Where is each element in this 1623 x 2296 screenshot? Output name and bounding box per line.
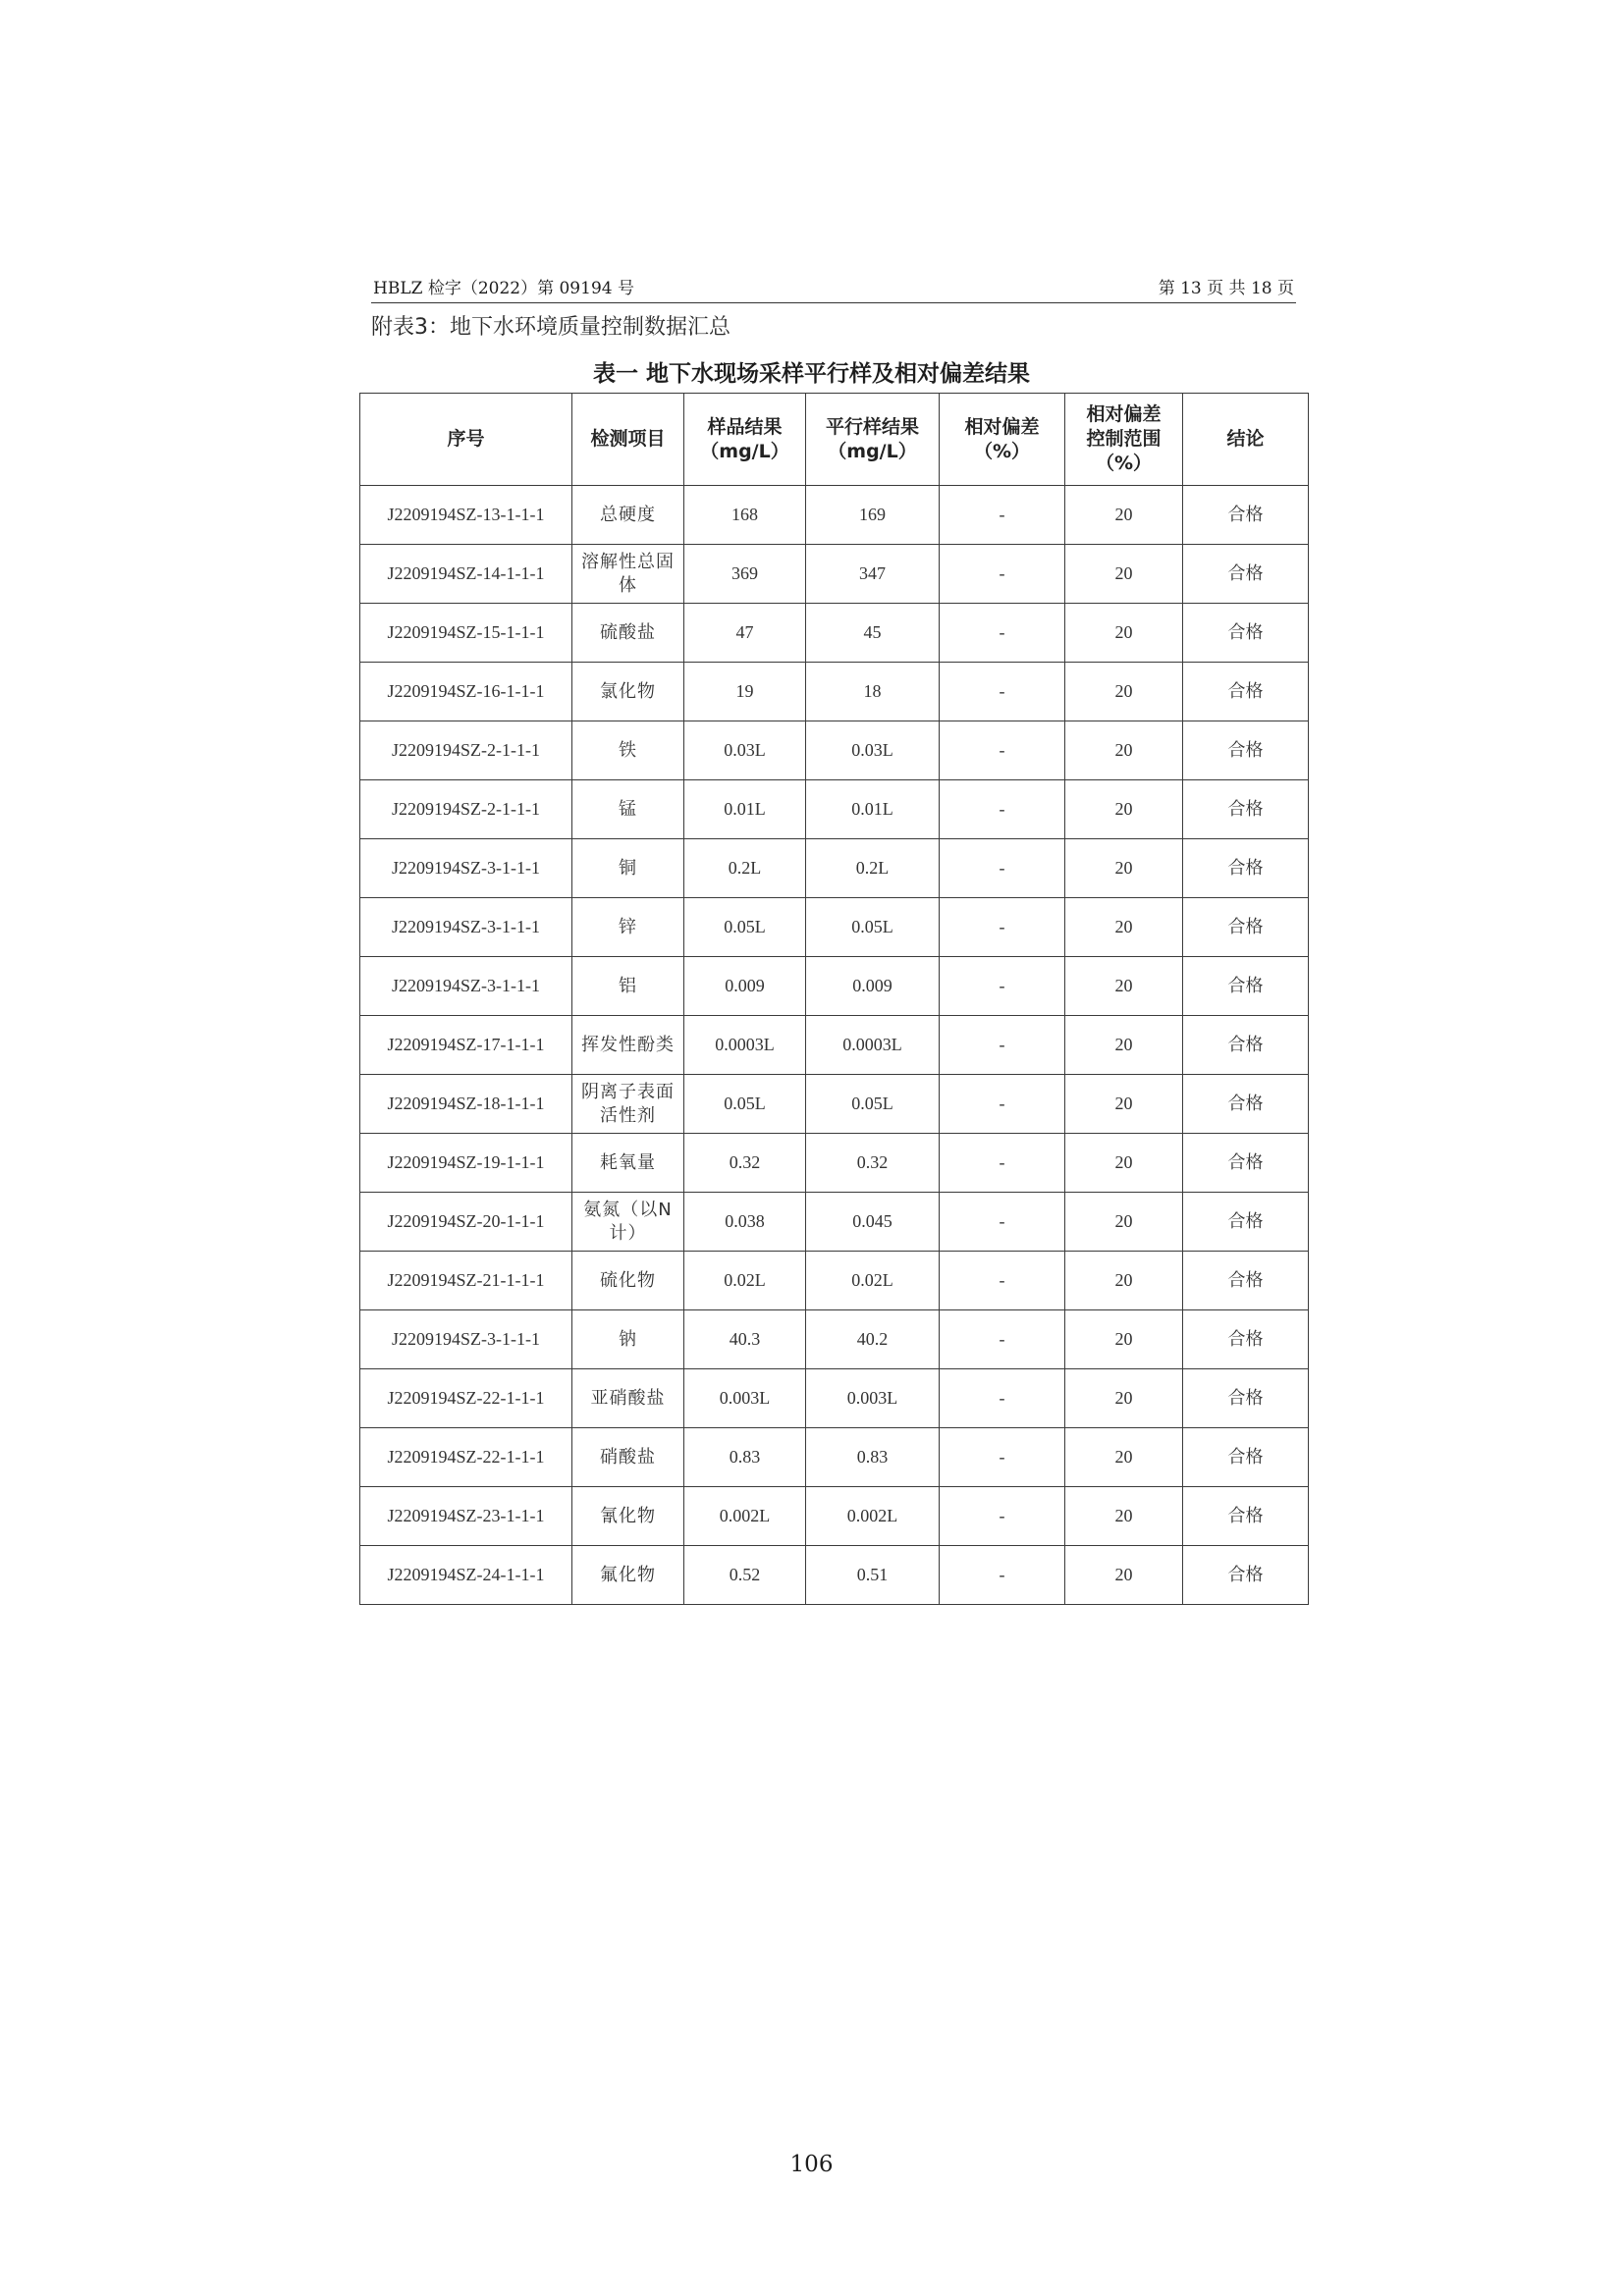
sample-result-cell: 19 <box>684 663 806 721</box>
parallel-result-cell: 0.045 <box>806 1193 940 1252</box>
col-relative-deviation-header: 相对偏差 （%） <box>940 394 1065 486</box>
sample-result-cell: 168 <box>684 486 806 545</box>
sample-id-cell: J2209194SZ-16-1-1-1 <box>360 663 572 721</box>
control-range-cell: 20 <box>1065 839 1183 898</box>
conclusion-cell: 合格 <box>1183 780 1309 839</box>
sample-id-cell: J2209194SZ-20-1-1-1 <box>360 1193 572 1252</box>
control-range-cell: 20 <box>1065 1193 1183 1252</box>
table-row <box>360 1193 1309 1252</box>
conclusion-cell: 合格 <box>1183 1193 1309 1252</box>
control-range-cell: 20 <box>1065 780 1183 839</box>
control-range-cell: 20 <box>1065 721 1183 780</box>
control-range-cell: 20 <box>1065 1134 1183 1193</box>
conclusion-cell: 合格 <box>1183 1369 1309 1428</box>
sample-id-cell: J2209194SZ-23-1-1-1 <box>360 1487 572 1546</box>
sample-id-cell: J2209194SZ-21-1-1-1 <box>360 1252 572 1310</box>
sample-id-cell: J2209194SZ-24-1-1-1 <box>360 1546 572 1605</box>
relative-deviation-cell: - <box>940 663 1065 721</box>
relative-deviation-cell: - <box>940 1546 1065 1605</box>
relative-deviation-cell: - <box>940 1075 1065 1134</box>
table-row <box>360 1075 1309 1134</box>
parallel-result-cell: 0.05L <box>806 1075 940 1134</box>
control-range-cell: 20 <box>1065 663 1183 721</box>
test-item-cell: 钠 <box>572 1310 684 1369</box>
report-number: HBLZ 检字（2022）第 09194 号 <box>373 279 634 298</box>
test-item-cell: 氯化物 <box>572 663 684 721</box>
parallel-result-cell: 0.009 <box>806 957 940 1016</box>
parallel-result-cell: 347 <box>806 545 940 604</box>
control-range-cell: 20 <box>1065 486 1183 545</box>
test-item-cell: 硝酸盐 <box>572 1428 684 1487</box>
control-range-cell: 20 <box>1065 1016 1183 1075</box>
table-row <box>360 1428 1309 1487</box>
relative-deviation-cell: - <box>940 486 1065 545</box>
sample-result-cell: 0.32 <box>684 1134 806 1193</box>
test-item-cell: 总硬度 <box>572 486 684 545</box>
sample-id-cell: J2209194SZ-19-1-1-1 <box>360 1134 572 1193</box>
test-item-cell: 溶解性总固体 <box>572 545 684 604</box>
table-body <box>360 486 1309 1605</box>
conclusion-cell: 合格 <box>1183 1428 1309 1487</box>
test-item-cell: 耗氧量 <box>572 1134 684 1193</box>
sample-result-cell: 369 <box>684 545 806 604</box>
control-range-cell: 20 <box>1065 1546 1183 1605</box>
conclusion-cell: 合格 <box>1183 486 1309 545</box>
conclusion-cell: 合格 <box>1183 545 1309 604</box>
table-row <box>360 1310 1309 1369</box>
sample-result-cell: 0.02L <box>684 1252 806 1310</box>
control-range-cell: 20 <box>1065 1075 1183 1134</box>
table-row <box>360 1369 1309 1428</box>
test-item-cell: 挥发性酚类 <box>572 1016 684 1075</box>
conclusion-cell: 合格 <box>1183 1075 1309 1134</box>
relative-deviation-cell: - <box>940 957 1065 1016</box>
parallel-result-cell: 0.51 <box>806 1546 940 1605</box>
page-header <box>371 275 1296 303</box>
sample-result-cell: 0.05L <box>684 1075 806 1134</box>
conclusion-cell: 合格 <box>1183 1252 1309 1310</box>
sample-result-cell: 0.05L <box>684 898 806 957</box>
sample-result-cell: 0.52 <box>684 1546 806 1605</box>
control-range-cell: 20 <box>1065 1369 1183 1428</box>
table-title: 表一 地下水现场采样平行样及相对偏差结果 <box>592 361 1030 387</box>
test-item-cell: 锌 <box>572 898 684 957</box>
sample-result-cell: 0.03L <box>684 721 806 780</box>
sample-id-cell: J2209194SZ-18-1-1-1 <box>360 1075 572 1134</box>
conclusion-cell: 合格 <box>1183 957 1309 1016</box>
parallel-result-cell: 0.01L <box>806 780 940 839</box>
qc-table <box>359 393 1309 1605</box>
parallel-result-cell: 0.2L <box>806 839 940 898</box>
test-item-cell: 锰 <box>572 780 684 839</box>
test-item-cell: 硫酸盐 <box>572 604 684 663</box>
conclusion-cell: 合格 <box>1183 898 1309 957</box>
sample-id-cell: J2209194SZ-3-1-1-1 <box>360 957 572 1016</box>
relative-deviation-cell: - <box>940 1428 1065 1487</box>
table-row <box>360 1134 1309 1193</box>
sample-id-cell: J2209194SZ-14-1-1-1 <box>360 545 572 604</box>
parallel-result-cell: 0.002L <box>806 1487 940 1546</box>
col-conclusion-header: 结论 <box>1183 394 1309 486</box>
table-row <box>360 957 1309 1016</box>
control-range-cell: 20 <box>1065 957 1183 1016</box>
sample-result-cell: 0.83 <box>684 1428 806 1487</box>
table-row <box>360 898 1309 957</box>
sample-id-cell: J2209194SZ-3-1-1-1 <box>360 1310 572 1369</box>
sample-id-cell: J2209194SZ-17-1-1-1 <box>360 1016 572 1075</box>
parallel-result-cell: 0.32 <box>806 1134 940 1193</box>
parallel-result-cell: 0.03L <box>806 721 940 780</box>
sample-id-cell: J2209194SZ-22-1-1-1 <box>360 1369 572 1428</box>
table-row <box>360 839 1309 898</box>
sample-result-cell: 0.009 <box>684 957 806 1016</box>
sample-result-cell: 47 <box>684 604 806 663</box>
test-item-cell: 氨氮（以N计） <box>572 1193 684 1252</box>
relative-deviation-cell: - <box>940 545 1065 604</box>
conclusion-cell: 合格 <box>1183 604 1309 663</box>
sample-id-cell: J2209194SZ-2-1-1-1 <box>360 780 572 839</box>
control-range-cell: 20 <box>1065 898 1183 957</box>
table-row <box>360 545 1309 604</box>
test-item-cell: 硫化物 <box>572 1252 684 1310</box>
parallel-result-cell: 0.003L <box>806 1369 940 1428</box>
conclusion-cell: 合格 <box>1183 1487 1309 1546</box>
control-range-cell: 20 <box>1065 545 1183 604</box>
conclusion-cell: 合格 <box>1183 1546 1309 1605</box>
appendix-title: 附表3：地下水环境质量控制数据汇总 <box>371 315 730 340</box>
test-item-cell: 亚硝酸盐 <box>572 1369 684 1428</box>
sample-result-cell: 0.01L <box>684 780 806 839</box>
page-info: 第 13 页 共 18 页 <box>1158 279 1294 298</box>
col-sample-id-header: 序号 <box>360 394 572 486</box>
conclusion-cell: 合格 <box>1183 1016 1309 1075</box>
table-row <box>360 1252 1309 1310</box>
test-item-cell: 铝 <box>572 957 684 1016</box>
relative-deviation-cell: - <box>940 1134 1065 1193</box>
table-row <box>360 1016 1309 1075</box>
table-row <box>360 1487 1309 1546</box>
sample-id-cell: J2209194SZ-2-1-1-1 <box>360 721 572 780</box>
relative-deviation-cell: - <box>940 898 1065 957</box>
parallel-result-cell: 45 <box>806 604 940 663</box>
sample-result-cell: 0.2L <box>684 839 806 898</box>
relative-deviation-cell: - <box>940 1310 1065 1369</box>
conclusion-cell: 合格 <box>1183 1310 1309 1369</box>
sample-id-cell: J2209194SZ-3-1-1-1 <box>360 839 572 898</box>
relative-deviation-cell: - <box>940 839 1065 898</box>
sample-id-cell: J2209194SZ-22-1-1-1 <box>360 1428 572 1487</box>
conclusion-cell: 合格 <box>1183 1134 1309 1193</box>
conclusion-cell: 合格 <box>1183 839 1309 898</box>
table-row <box>360 721 1309 780</box>
sample-result-cell: 40.3 <box>684 1310 806 1369</box>
test-item-cell: 铁 <box>572 721 684 780</box>
control-range-cell: 20 <box>1065 604 1183 663</box>
sample-result-cell: 0.002L <box>684 1487 806 1546</box>
parallel-result-cell: 0.0003L <box>806 1016 940 1075</box>
relative-deviation-cell: - <box>940 1193 1065 1252</box>
control-range-cell: 20 <box>1065 1310 1183 1369</box>
parallel-result-cell: 0.83 <box>806 1428 940 1487</box>
table-header-row <box>360 394 1309 486</box>
table-row <box>360 604 1309 663</box>
control-range-cell: 20 <box>1065 1428 1183 1487</box>
sample-result-cell: 0.0003L <box>684 1016 806 1075</box>
conclusion-cell: 合格 <box>1183 663 1309 721</box>
page-number: 106 <box>789 2152 834 2177</box>
relative-deviation-cell: - <box>940 1487 1065 1546</box>
parallel-result-cell: 40.2 <box>806 1310 940 1369</box>
col-test-item-header: 检测项目 <box>572 394 684 486</box>
col-sample-result-header: 样品结果 （mg/L） <box>684 394 806 486</box>
relative-deviation-cell: - <box>940 1016 1065 1075</box>
sample-result-cell: 0.038 <box>684 1193 806 1252</box>
sample-id-cell: J2209194SZ-13-1-1-1 <box>360 486 572 545</box>
sample-id-cell: J2209194SZ-15-1-1-1 <box>360 604 572 663</box>
conclusion-cell: 合格 <box>1183 721 1309 780</box>
parallel-result-cell: 0.02L <box>806 1252 940 1310</box>
sample-id-cell: J2209194SZ-3-1-1-1 <box>360 898 572 957</box>
parallel-result-cell: 169 <box>806 486 940 545</box>
table-row <box>360 486 1309 545</box>
control-range-cell: 20 <box>1065 1252 1183 1310</box>
relative-deviation-cell: - <box>940 604 1065 663</box>
relative-deviation-cell: - <box>940 1369 1065 1428</box>
test-item-cell: 氰化物 <box>572 1487 684 1546</box>
col-control-range-header: 相对偏差 控制范围 （%） <box>1065 394 1183 486</box>
parallel-result-cell: 18 <box>806 663 940 721</box>
control-range-cell: 20 <box>1065 1487 1183 1546</box>
parallel-result-cell: 0.05L <box>806 898 940 957</box>
test-item-cell: 铜 <box>572 839 684 898</box>
relative-deviation-cell: - <box>940 780 1065 839</box>
sample-result-cell: 0.003L <box>684 1369 806 1428</box>
test-item-cell: 阴离子表面活性剂 <box>572 1075 684 1134</box>
table-row <box>360 663 1309 721</box>
test-item-cell: 氟化物 <box>572 1546 684 1605</box>
relative-deviation-cell: - <box>940 721 1065 780</box>
table-row <box>360 1546 1309 1605</box>
table-row <box>360 780 1309 839</box>
relative-deviation-cell: - <box>940 1252 1065 1310</box>
col-parallel-result-header: 平行样结果 （mg/L） <box>806 394 940 486</box>
